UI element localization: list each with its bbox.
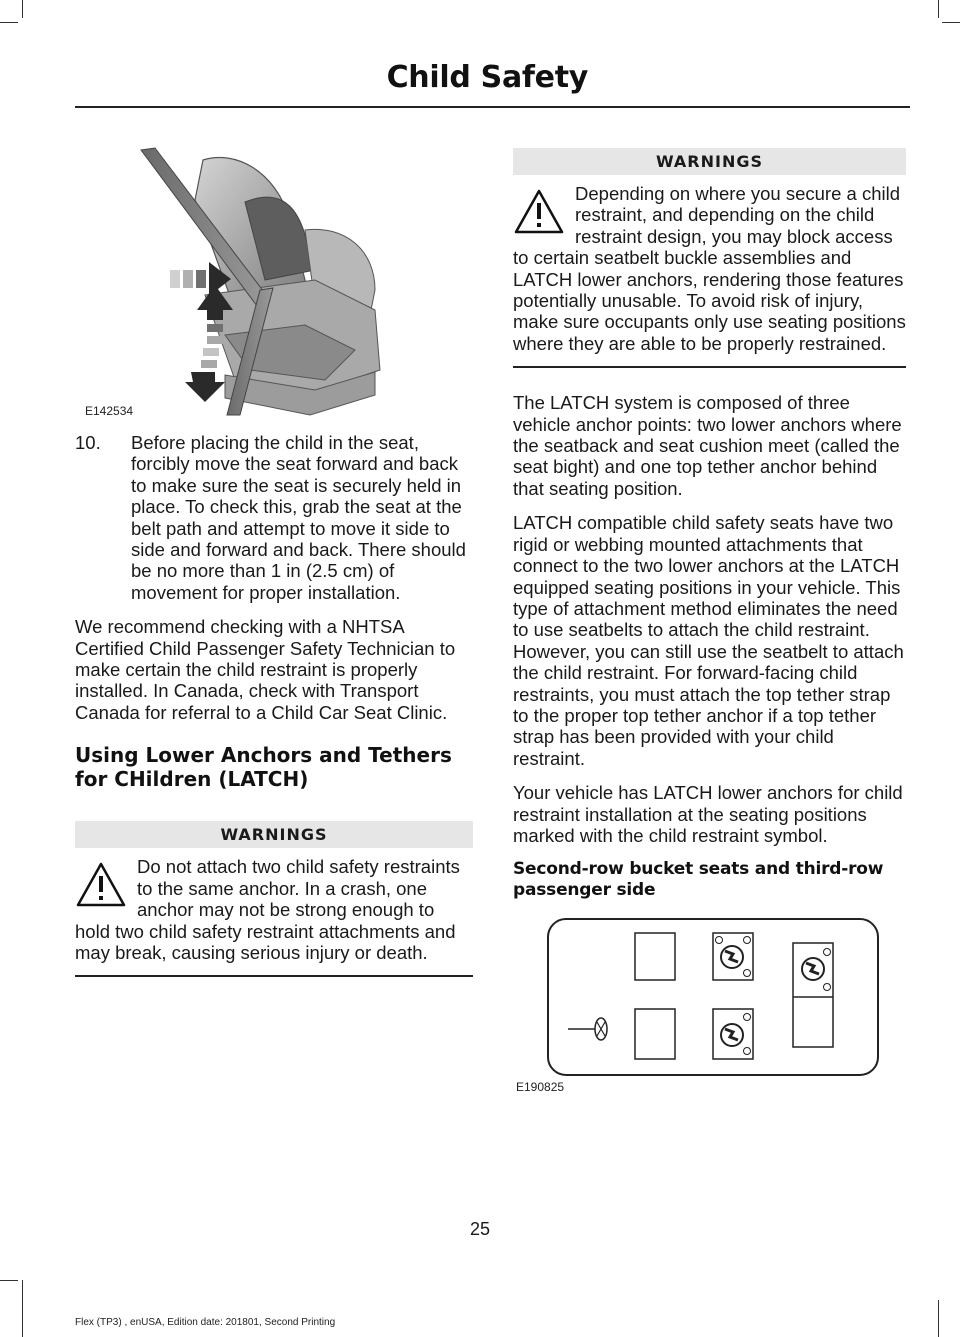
figure-code: E190825	[516, 1080, 565, 1095]
warning-body	[75, 856, 473, 977]
warning-label: WARNINGS	[75, 821, 473, 848]
latch-seat-symbol	[713, 933, 753, 980]
figure-seat-layout	[513, 917, 906, 1097]
crop-mark	[22, 1280, 23, 1337]
crop-mark	[942, 22, 960, 23]
crop-mark	[938, 1300, 939, 1337]
warning-box-right	[513, 148, 906, 368]
figure-code: E142534	[85, 404, 134, 418]
warning-box-left	[75, 821, 473, 977]
warning-triangle-icon	[75, 860, 127, 910]
step-number: 10.	[75, 432, 101, 453]
child-seat-illustration	[75, 140, 473, 422]
crop-mark	[22, 0, 23, 18]
paragraph-lower-anchors: Your vehicle has LATCH lower anchors for child restraint installation at the seating positions marked with the child restraint symbol.	[513, 782, 903, 846]
header-rule	[75, 106, 910, 108]
paragraph-nhtsa: We recommend checking with a NHTSA Certified Child Passenger Safety Technician to make certain the child restraint is properly installed. In Canada, check with Transport Canada for referral to a Child Car Seat Clinic.	[75, 616, 456, 723]
figure-child-seat	[75, 140, 473, 422]
footer-edition: Flex (TP3) , enUSA, Edition date: 201801, Second Printing	[75, 1317, 336, 1328]
page-title: Child Safety	[386, 60, 588, 95]
left-column	[75, 140, 473, 977]
crop-mark	[0, 22, 18, 23]
latch-seat-symbol	[713, 1009, 753, 1059]
warning-text: Depending on where you secure a child restraint, and depending on the child restraint design, you may block access to certain seatbelt buckle assemblies and LATCH lower anchors, rendering those features potentially unusable. To avoid risk of injury, make sure occupants only use seating positions where they are able to be properly restrained.	[513, 183, 906, 354]
warning-text: Do not attach two child safety restraints to the same anchor. In a crash, one anchor may not be strong enough to hold two child safety restraint attachments and may break, causing serious injury or death.	[75, 856, 460, 963]
section-heading-latch: Using Lower Anchors and Tethers for CHildren (LATCH)	[75, 743, 452, 792]
paragraph-latch-system: The LATCH system is composed of three vehicle anchor points: two lower anchors where the seatback and seat cushion meet (called the seat bight) and one top tether anchor behind that seating position.	[513, 392, 902, 499]
step-text: Before placing the child in the seat, forcibly move the seat forward and back to make sure the seat is securely held in place. To check this, grab the seat at the belt path and attempt to move it side to side and forward and back. There should be no more than 1 in (2.5 cm) of movement for proper installation.	[131, 432, 466, 603]
crop-mark	[0, 1280, 18, 1281]
warning-triangle-icon	[513, 187, 565, 237]
step-10	[75, 432, 473, 603]
crop-mark	[938, 0, 939, 18]
right-column	[513, 148, 906, 1097]
warning-label: WARNINGS	[513, 148, 906, 175]
paragraph-latch-compatible: LATCH compatible child safety seats have two rigid or webbing mounted attachments that connect to the two lower anchors at the LATCH equipped seating positions in your vehicle. This type of attachment method eliminates the need to use seatbelts to attach the child restraint. However, you can still use the seatbelt to attach the child restraint. For forward-facing child restraints, you must attach the top tether strap to the proper top tether anchor if a top tether strap has been provided with your child restraint.	[513, 512, 904, 769]
warning-body	[513, 183, 906, 368]
subheading-seats: Second-row bucket seats and third-row passenger side	[513, 859, 884, 901]
seat-layout-diagram	[513, 917, 906, 1097]
page-number: 25	[469, 1219, 491, 1239]
